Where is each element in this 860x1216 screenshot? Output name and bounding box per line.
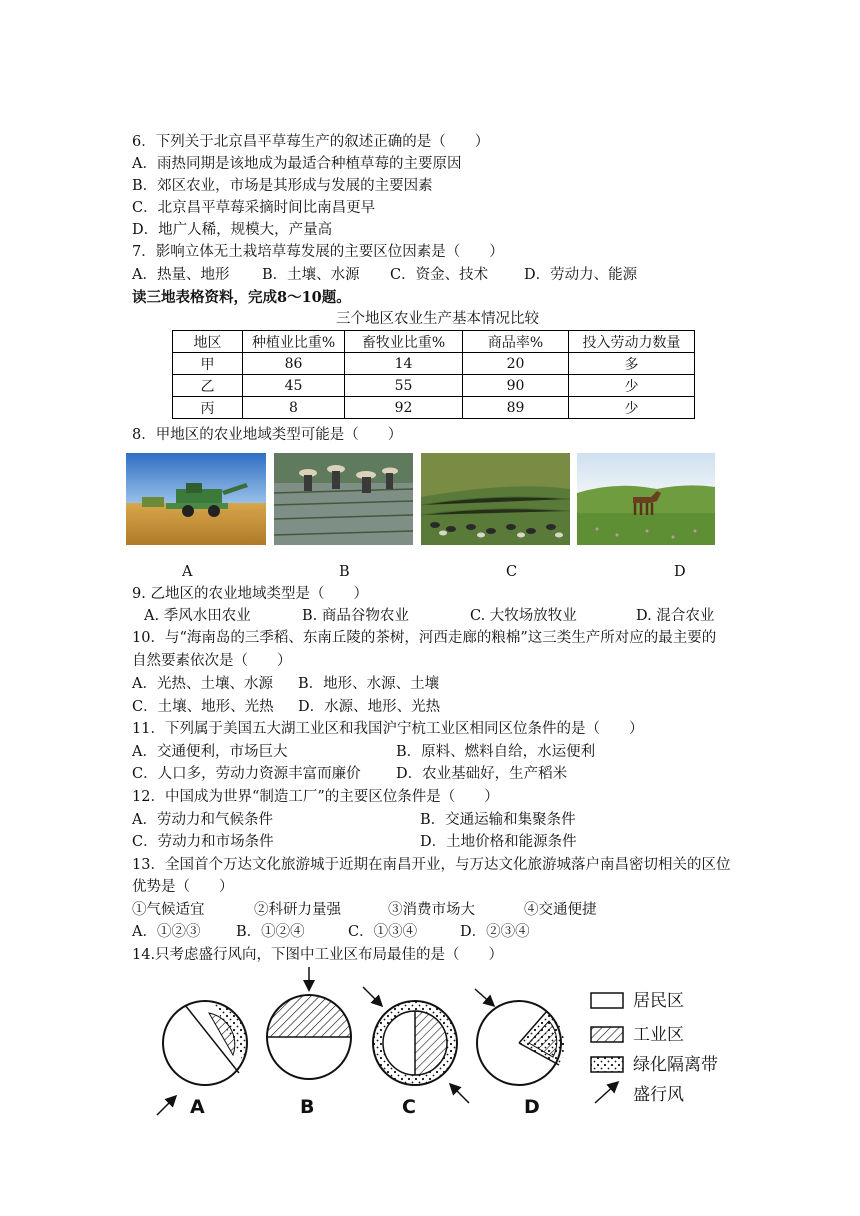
q10-option-c: C．土壤、地形、光热 (132, 699, 274, 715)
table-cell: 14 (345, 353, 463, 375)
q6-option-d: D．地广人稀，规模大，产量高 (132, 222, 333, 238)
q11-option-a: A．交通便利，市场巨大 (132, 744, 288, 760)
q6-stem: 6．下列关于北京昌平草莓生产的叙述正确的是（ ） (132, 134, 490, 150)
table-cell: 少 (569, 397, 695, 419)
q6-option-b: B．郊区农业，市场是其形成与发展的主要因素 (132, 178, 433, 194)
legend-industrial: 工业区 (633, 1025, 684, 1045)
q7-option-d: D．劳动力、能源 (524, 267, 638, 283)
q13-option-b: B．①②④ (236, 924, 305, 940)
q14-stem: 14.只考虑盛行风向，下图中工业区布局最佳的是（ ） (132, 947, 504, 963)
agriculture-table (172, 330, 695, 419)
q7-option-a: A．热量、地形 (132, 267, 230, 283)
photo-combine-harvester (126, 453, 266, 545)
q13-option-a: A．①②③ (132, 924, 201, 940)
q7-option-b: B．土壤、水源 (262, 267, 360, 283)
table-header: 投入劳动力数量 (569, 331, 695, 353)
photo-rice-paddy (274, 453, 413, 545)
q10-stem-line1: 10．与“海南岛的三季稻、东南丘陵的茶树，河西走廊的粮棉”这三类生产所对应的最主要的 (132, 630, 717, 646)
q13-item-4: ④交通便捷 (524, 902, 597, 918)
diagram-label-c: C (402, 1096, 416, 1118)
table-cell: 90 (463, 375, 569, 397)
legend-green-belt: 绿化隔离带 (633, 1055, 718, 1075)
q12-stem: 12．中国成为世界“制造工厂”的主要区位条件是（ ） (132, 789, 499, 805)
q11-option-b: B．原料、燃料自给，水运便利 (396, 744, 596, 760)
photo-horse-grassland (577, 453, 715, 545)
q6-option-a: A．雨热同期是该地成为最适合种植草莓的主要原因 (132, 156, 462, 172)
q13-item-2: ②科研力量强 (254, 902, 341, 918)
table-cell: 92 (345, 397, 463, 419)
table-header: 地区 (173, 331, 243, 353)
q12-option-c: C．劳动力和市场条件 (132, 834, 274, 850)
q13-item-1: ①气候适宜 (132, 902, 205, 918)
q9-option-d: D. 混合农业 (636, 608, 715, 624)
q10-option-b: B．地形、水源、土壤 (298, 676, 440, 692)
q10-option-a: A．光热、土壤、水源 (132, 676, 273, 692)
q13-item-3: ③消费市场大 (388, 902, 475, 918)
legend-residential: 居民区 (633, 991, 684, 1011)
photo-grassland-livestock (421, 453, 570, 545)
table-header-row (173, 331, 695, 353)
table-cell: 55 (345, 375, 463, 397)
q13-option-d: D．②③④ (460, 924, 530, 940)
table-cell: 45 (243, 375, 345, 397)
photo-label-a: A (182, 564, 193, 580)
diagram-c (363, 987, 469, 1103)
table-header: 种植业比重% (243, 331, 345, 353)
table-cell: 8 (243, 397, 345, 419)
q9-option-b: B. 商品谷物农业 (302, 608, 409, 624)
q12-option-d: D．土地价格和能源条件 (420, 834, 577, 850)
q9-option-c: C. 大牧场放牧业 (470, 608, 577, 624)
q6-option-c: C．北京昌平草莓采摘时间比南昌更早 (132, 200, 376, 216)
diagram-label-d: D (524, 1096, 540, 1118)
table-row (173, 353, 695, 375)
photo-label-c: C (506, 564, 518, 580)
q11-option-d: D．农业基础好，生产稻米 (396, 766, 568, 782)
photo-label-d: D (674, 564, 686, 580)
diagram-d (475, 989, 564, 1085)
table-cell: 89 (463, 397, 569, 419)
q7-option-c: C．资金、技术 (390, 267, 489, 283)
q9-stem: 9. 乙地区的农业地域类型是（ ） (132, 586, 368, 602)
q13-option-c: C．①③④ (348, 924, 418, 940)
table-cell: 多 (569, 353, 695, 375)
instruction-8-10: 读三地表格资料，完成8～10题。 (132, 289, 351, 306)
table-cell: 丙 (173, 397, 243, 419)
photo-label-b: B (339, 564, 350, 580)
table-header: 商品率% (463, 331, 569, 353)
q13-stem-line2: 优势是（ ） (132, 879, 234, 895)
diagram-label-b: B (300, 1096, 315, 1118)
q9-option-a: A. 季风水田农业 (144, 608, 251, 624)
table-header: 畜牧业比重% (345, 331, 463, 353)
diagram-legend (591, 993, 623, 1103)
q10-stem-line2: 自然要素依次是（ ） (132, 653, 292, 669)
legend-prevailing-wind: 盛行风 (633, 1085, 684, 1105)
q11-stem: 11．下列属于美国五大湖工业区和我国沪宁杭工业区相同区位条件的是（ ） (132, 721, 644, 737)
q11-option-c: C．人口多，劳动力资源丰富而廉价 (132, 766, 361, 782)
q7-stem: 7．影响立体无土栽培草莓发展的主要区位因素是（ ） (132, 244, 504, 260)
table-cell: 甲 (173, 353, 243, 375)
q13-stem-line1: 13．全国首个万达文化旅游城于近期在南昌开业，与万达文化旅游城落户南昌密切相关的区位 (132, 857, 731, 873)
table-cell: 86 (243, 353, 345, 375)
q12-option-a: A．劳动力和气候条件 (132, 812, 273, 828)
diagram-b (267, 967, 351, 1079)
q12-option-b: B．交通运输和集聚条件 (420, 812, 576, 828)
table-cell: 20 (463, 353, 569, 375)
q8-stem: 8．甲地区的农业地域类型可能是（ ） (132, 427, 403, 443)
diagram-label-a: A (190, 1096, 205, 1118)
q10-option-d: D．水源、地形、光热 (298, 699, 441, 715)
table-cell: 乙 (173, 375, 243, 397)
table-cell: 少 (569, 375, 695, 397)
table-row (173, 397, 695, 419)
table-title: 三个地区农业生产基本情况比较 (336, 311, 539, 327)
table-row (173, 375, 695, 397)
